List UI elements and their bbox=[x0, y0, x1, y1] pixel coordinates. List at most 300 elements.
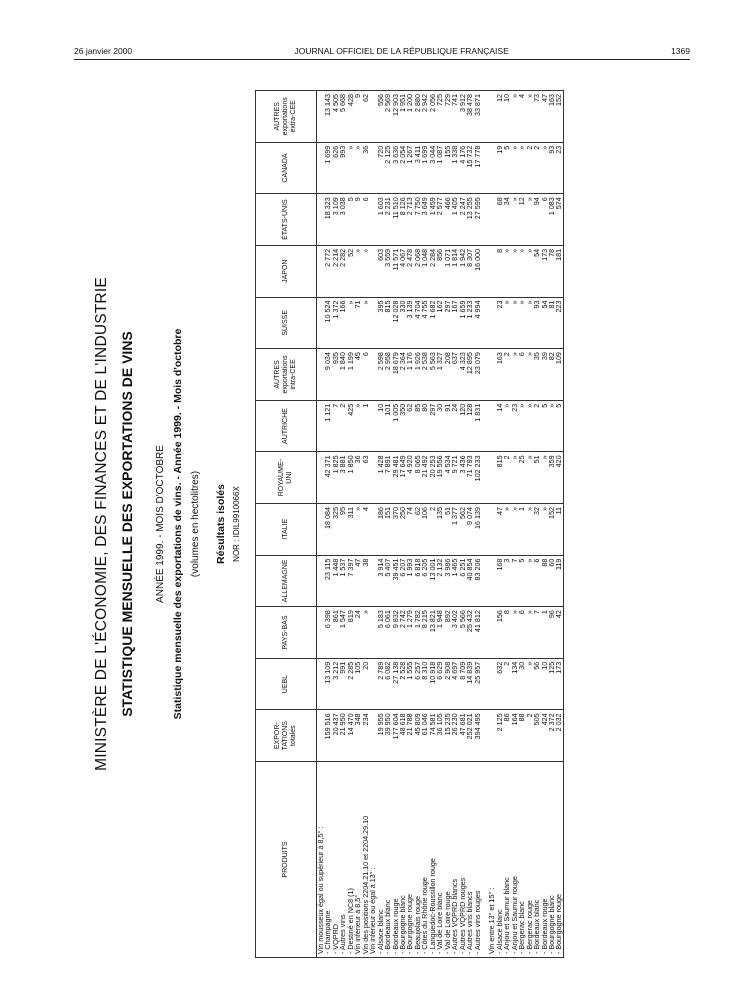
value-cell: » bbox=[347, 142, 354, 194]
value-cell: 637 bbox=[451, 349, 458, 401]
value-cell: 1 814 bbox=[451, 245, 458, 297]
value-cell: 1 942 bbox=[459, 245, 466, 297]
value-cell: 2 bbox=[503, 658, 510, 710]
value-cell: 370 bbox=[392, 503, 399, 555]
value-cell: 16 139 bbox=[474, 503, 481, 555]
value-cell: 4 704 bbox=[414, 297, 421, 349]
table-row bbox=[347, 91, 354, 958]
value-cell: 19 955 bbox=[377, 710, 384, 762]
value-cell: 4 755 bbox=[421, 297, 428, 349]
value-cell: 6 061 bbox=[384, 607, 391, 659]
value-cell: 1 083 bbox=[548, 194, 555, 246]
value-cell: 30 bbox=[436, 400, 443, 452]
value-cell bbox=[481, 349, 488, 401]
value-cell: 3 881 bbox=[339, 452, 346, 504]
value-cell: 350 bbox=[399, 400, 406, 452]
value-cell: 9 832 bbox=[392, 607, 399, 659]
product-cell: - Autres vins bbox=[339, 762, 346, 958]
header-journal: JOURNAL OFFICIEL DE LA RÉPUBLIQUE FRANÇAISE bbox=[294, 46, 509, 56]
product-cell: - Côtes du Rhône rouge bbox=[421, 762, 428, 958]
value-cell: 38 bbox=[362, 555, 369, 607]
value-cell: 6 bbox=[362, 194, 369, 246]
column-header: PAYS-BAS bbox=[256, 607, 317, 659]
value-cell: 63 bbox=[362, 452, 369, 504]
column-header: SUISSE bbox=[256, 297, 317, 349]
column-header: PRODUITS bbox=[256, 762, 317, 958]
value-cell: » bbox=[526, 400, 533, 452]
value-cell: 3 411 bbox=[414, 142, 421, 194]
value-cell: 1 459 bbox=[429, 194, 436, 246]
table-row bbox=[555, 91, 563, 958]
value-cell: » bbox=[511, 91, 518, 143]
value-cell: 155 bbox=[444, 142, 451, 194]
value-cell bbox=[488, 245, 495, 297]
value-cell: 85 bbox=[414, 400, 421, 452]
value-cell: 68 bbox=[496, 194, 503, 246]
product-cell: - Bourgogne blanc bbox=[399, 762, 406, 958]
table-row bbox=[421, 91, 428, 958]
value-cell: 1 279 bbox=[406, 607, 413, 659]
value-cell: 348 bbox=[354, 710, 361, 762]
value-cell: 3 bbox=[503, 555, 510, 607]
value-cell: 4 bbox=[362, 503, 369, 555]
value-cell: 73 bbox=[533, 91, 540, 143]
value-cell: » bbox=[511, 297, 518, 349]
table-row bbox=[362, 91, 369, 958]
value-cell: 6 bbox=[362, 349, 369, 401]
value-cell: 330 bbox=[399, 297, 406, 349]
value-cell: » bbox=[362, 245, 369, 297]
product-cell: - Languedoc-Roussillon rouge bbox=[429, 762, 436, 958]
value-cell: 3 986 bbox=[444, 555, 451, 607]
value-cell: 96 bbox=[548, 607, 555, 659]
value-cell: 297 bbox=[444, 297, 451, 349]
value-cell: 42 bbox=[555, 607, 563, 659]
value-cell: 8 307 bbox=[466, 245, 473, 297]
value-cell: 1 825 bbox=[332, 452, 339, 504]
column-header: JAPON bbox=[256, 245, 317, 297]
table-row bbox=[377, 91, 384, 958]
value-cell: 4 920 bbox=[406, 452, 413, 504]
value-cell bbox=[481, 297, 488, 349]
value-cell: » bbox=[511, 452, 518, 504]
value-cell: » bbox=[511, 503, 518, 555]
value-cell: 2 125 bbox=[384, 142, 391, 194]
header-rule bbox=[74, 59, 690, 60]
value-cell: 24 bbox=[451, 400, 458, 452]
value-cell: 993 bbox=[339, 142, 346, 194]
value-cell: » bbox=[503, 503, 510, 555]
value-cell: 186 bbox=[377, 503, 384, 555]
value-cell: 12 895 bbox=[466, 349, 473, 401]
value-cell: 395 bbox=[377, 297, 384, 349]
value-cell: 6 257 bbox=[414, 658, 421, 710]
value-cell: 5 668 bbox=[339, 91, 346, 143]
product-cell: Vin entre 13° et 15° : bbox=[488, 762, 495, 958]
value-cell: 23 bbox=[555, 142, 563, 194]
value-cell: 3 402 bbox=[451, 607, 458, 659]
value-cell: 12 bbox=[496, 91, 503, 143]
value-cell: 19 bbox=[496, 142, 503, 194]
value-cell: 1 233 bbox=[466, 297, 473, 349]
value-cell: 81 bbox=[548, 297, 555, 349]
table-row bbox=[451, 91, 458, 958]
value-cell: » bbox=[347, 297, 354, 349]
value-cell: 45 bbox=[354, 349, 361, 401]
product-cell: - Bordeaux blanc bbox=[384, 762, 391, 958]
column-header: ITALIE bbox=[256, 503, 317, 555]
value-cell: » bbox=[518, 142, 525, 194]
value-cell: 26 230 bbox=[451, 710, 458, 762]
value-cell: 6 bbox=[518, 349, 525, 401]
value-cell: » bbox=[541, 452, 548, 504]
value-cell: 6 251 bbox=[459, 555, 466, 607]
value-cell: 603 bbox=[377, 245, 384, 297]
value-cell: 819 bbox=[347, 607, 354, 659]
value-cell: 19 556 bbox=[436, 452, 443, 504]
value-cell: » bbox=[518, 400, 525, 452]
value-cell: 1 448 bbox=[332, 555, 339, 607]
value-cell: » bbox=[354, 142, 361, 194]
value-cell: 6 205 bbox=[421, 555, 428, 607]
table-row bbox=[533, 91, 540, 958]
value-cell: » bbox=[511, 245, 518, 297]
value-cell: 152 bbox=[548, 503, 555, 555]
value-cell: 6 207 bbox=[399, 555, 406, 607]
value-cell: 102 233 bbox=[474, 452, 481, 504]
column-header: AUTRES exportations extra-CEE bbox=[256, 91, 317, 143]
statistic-title: STATISTIQUE MENSUELLE DES EXPORTATIONS DE VINS bbox=[119, 331, 135, 717]
value-cell: 88 bbox=[518, 710, 525, 762]
product-cell: Vin inférieur à 8,5° bbox=[354, 762, 361, 958]
product-cell: - Alsace blanc bbox=[496, 762, 503, 958]
value-cell: 62 bbox=[406, 400, 413, 452]
value-cell: 1 850 bbox=[347, 452, 354, 504]
value-cell: 4 534 bbox=[444, 452, 451, 504]
value-cell: 47 bbox=[541, 91, 548, 143]
value-cell: 4 176 bbox=[459, 142, 466, 194]
value-cell: 40 854 bbox=[466, 555, 473, 607]
value-cell: 2 214 bbox=[332, 245, 339, 297]
value-cell: 1 840 bbox=[339, 349, 346, 401]
value-cell: 325 bbox=[332, 503, 339, 555]
value-cell: 167 bbox=[451, 297, 458, 349]
table-row bbox=[399, 91, 406, 958]
value-cell: 424 bbox=[541, 710, 548, 762]
value-cell: 6 bbox=[541, 194, 548, 246]
value-cell: 39 451 bbox=[392, 555, 399, 607]
value-cell: 1 993 bbox=[406, 555, 413, 607]
units-note: (volumes en hectolitres) bbox=[190, 470, 201, 578]
value-cell bbox=[481, 555, 488, 607]
value-cell: 91 bbox=[444, 400, 451, 452]
value-cell: 4 994 bbox=[474, 297, 481, 349]
value-cell: » bbox=[541, 503, 548, 555]
value-cell: 2 054 bbox=[399, 142, 406, 194]
value-cell bbox=[481, 142, 488, 194]
value-cell: 297 bbox=[429, 400, 436, 452]
value-cell: 1 048 bbox=[421, 245, 428, 297]
title-block bbox=[75, 90, 255, 958]
value-cell: 1 699 bbox=[324, 142, 331, 194]
value-cell: 32 bbox=[533, 503, 540, 555]
value-cell: 2 285 bbox=[347, 658, 354, 710]
value-cell: 20 253 bbox=[429, 452, 436, 504]
value-cell: 25 432 bbox=[466, 607, 473, 659]
value-cell: » bbox=[526, 607, 533, 659]
value-cell: 6 bbox=[533, 555, 540, 607]
value-cell: » bbox=[518, 245, 525, 297]
column-header: AUTRICHE bbox=[256, 400, 317, 452]
table-row bbox=[474, 91, 481, 958]
value-cell: 1 555 bbox=[406, 658, 413, 710]
value-cell: 2 958 bbox=[384, 349, 391, 401]
table-row bbox=[488, 91, 495, 958]
value-cell: 2 247 bbox=[459, 194, 466, 246]
value-cell: 152 bbox=[555, 91, 563, 143]
value-cell: 11 510 bbox=[392, 194, 399, 246]
value-cell: 2 577 bbox=[436, 194, 443, 246]
value-cell: » bbox=[541, 142, 548, 194]
value-cell: 11 bbox=[555, 503, 563, 555]
value-cell: 7 bbox=[332, 400, 339, 452]
value-cell: 3 139 bbox=[406, 297, 413, 349]
value-cell: 181 bbox=[555, 245, 563, 297]
value-cell: 1 327 bbox=[436, 349, 443, 401]
value-cell: 935 bbox=[332, 349, 339, 401]
table-row bbox=[429, 91, 436, 958]
product-cell: - Bordeaux rouge bbox=[541, 762, 548, 958]
value-cell: 18 323 bbox=[324, 194, 331, 246]
value-cell: » bbox=[354, 400, 361, 452]
value-cell: 39 bbox=[541, 349, 548, 401]
value-cell: 56 bbox=[533, 658, 540, 710]
value-cell: 128 bbox=[466, 400, 473, 452]
value-cell: 173 bbox=[555, 658, 563, 710]
value-cell: 52 bbox=[347, 245, 354, 297]
value-cell: 120 bbox=[459, 400, 466, 452]
product-cell: - Autres vins rouges bbox=[474, 762, 481, 958]
column-header: ROYAUME-UNI bbox=[256, 452, 317, 504]
value-cell: 856 bbox=[436, 245, 443, 297]
value-cell: 13 255 bbox=[466, 194, 473, 246]
value-cell: 420 bbox=[555, 452, 563, 504]
column-header: ÉTATS-UNIS bbox=[256, 194, 317, 246]
value-cell: 2 742 bbox=[399, 607, 406, 659]
value-cell: 80 bbox=[421, 400, 428, 452]
value-cell: 93 bbox=[533, 297, 540, 349]
value-cell: 21 788 bbox=[406, 710, 413, 762]
value-cell: 1 948 bbox=[436, 607, 443, 659]
value-cell: 94 bbox=[533, 194, 540, 246]
value-cell: 156 bbox=[496, 607, 503, 659]
value-cell: 2 942 bbox=[421, 91, 428, 143]
value-cell: 1 bbox=[362, 400, 369, 452]
value-cell: 10 524 bbox=[324, 297, 331, 349]
product-cell: - VQPRD bbox=[332, 762, 339, 958]
value-cell: 10 bbox=[541, 658, 548, 710]
value-cell bbox=[481, 658, 488, 710]
value-cell: 93 bbox=[548, 142, 555, 194]
value-cell: 20 bbox=[362, 658, 369, 710]
value-cell: 2 056 bbox=[429, 91, 436, 143]
value-cell: 78 bbox=[548, 245, 555, 297]
value-cell: 8 310 bbox=[421, 658, 428, 710]
value-cell: 9 074 bbox=[466, 503, 473, 555]
value-cell: 8 bbox=[503, 607, 510, 659]
value-cell: » bbox=[526, 245, 533, 297]
value-cell: 1 372 bbox=[332, 297, 339, 349]
value-cell: 8 126 bbox=[399, 194, 406, 246]
value-cell: 1 377 bbox=[451, 503, 458, 555]
value-cell: 135 bbox=[436, 503, 443, 555]
value-cell: 7 bbox=[533, 607, 540, 659]
value-cell: 13 001 bbox=[429, 555, 436, 607]
value-cell: 14 839 bbox=[466, 658, 473, 710]
table-row bbox=[436, 91, 443, 958]
value-cell: 166 bbox=[339, 297, 346, 349]
value-cell: 6 398 bbox=[324, 607, 331, 659]
value-cell: 2 132 bbox=[436, 555, 443, 607]
value-cell: 2 364 bbox=[399, 349, 406, 401]
value-cell: 861 bbox=[332, 607, 339, 659]
value-cell: » bbox=[526, 503, 533, 555]
value-cell: 16 000 bbox=[474, 245, 481, 297]
value-cell: 125 bbox=[548, 658, 555, 710]
value-cell: 2 125 bbox=[496, 710, 503, 762]
value-cell bbox=[481, 400, 488, 452]
value-cell: 9 034 bbox=[324, 349, 331, 401]
value-cell: 119 bbox=[555, 555, 563, 607]
value-cell: » bbox=[511, 142, 518, 194]
value-cell: 71 793 bbox=[466, 452, 473, 504]
value-cell: » bbox=[526, 91, 533, 143]
value-cell: 2 bbox=[526, 142, 533, 194]
product-cell: - Bourgogne blanc bbox=[548, 762, 555, 958]
value-cell: 208 bbox=[444, 349, 451, 401]
value-cell: 2 598 bbox=[377, 349, 384, 401]
exports-table bbox=[255, 90, 564, 958]
value-cell: 1 267 bbox=[406, 142, 413, 194]
value-cell: 109 bbox=[555, 349, 563, 401]
value-cell: 311 bbox=[347, 503, 354, 555]
value-cell: 159 516 bbox=[324, 710, 331, 762]
header-date: 26 janvier 2000 bbox=[74, 46, 133, 56]
value-cell: 8 bbox=[496, 245, 503, 297]
value-cell: 163 bbox=[548, 91, 555, 143]
value-cell: 2 528 bbox=[399, 658, 406, 710]
value-cell: 17 649 bbox=[399, 452, 406, 504]
value-cell: 27 595 bbox=[474, 194, 481, 246]
value-cell: 33 871 bbox=[474, 91, 481, 143]
product-cell: - Bergerac rouge bbox=[526, 762, 533, 958]
value-cell: 151 bbox=[384, 503, 391, 555]
value-cell: 71 bbox=[354, 297, 361, 349]
table-row bbox=[526, 91, 533, 958]
product-cell: - Bourgogne rouge bbox=[406, 762, 413, 958]
value-cell: 54 bbox=[533, 245, 540, 297]
value-cell: 11 571 bbox=[392, 245, 399, 297]
value-cell: 394 495 bbox=[474, 710, 481, 762]
table-row bbox=[511, 91, 518, 958]
value-cell: 47 bbox=[496, 503, 503, 555]
value-cell: 720 bbox=[377, 142, 384, 194]
value-cell: 30 bbox=[518, 658, 525, 710]
value-cell: 5 bbox=[347, 194, 354, 246]
value-cell: 2 bbox=[533, 142, 540, 194]
value-cell: 47 681 bbox=[459, 710, 466, 762]
value-cell: 86 bbox=[503, 710, 510, 762]
value-cell: » bbox=[526, 555, 533, 607]
table-header-row bbox=[256, 91, 317, 958]
value-cell: 6 818 bbox=[414, 555, 421, 607]
value-cell: 2 789 bbox=[377, 658, 384, 710]
value-cell: 13 143 bbox=[324, 91, 331, 143]
value-cell: 991 bbox=[339, 658, 346, 710]
value-cell: 4 323 bbox=[459, 349, 466, 401]
value-cell: 5 bbox=[518, 555, 525, 607]
value-cell: 82 bbox=[548, 349, 555, 401]
product-cell: - Beaujolais rouge bbox=[414, 762, 421, 958]
value-cell: 34 bbox=[503, 194, 510, 246]
table-row bbox=[332, 91, 339, 958]
value-cell: 574 bbox=[555, 194, 563, 246]
value-cell: » bbox=[354, 503, 361, 555]
value-cell: 3 436 bbox=[459, 452, 466, 504]
value-cell: 18 084 bbox=[324, 503, 331, 555]
value-cell: 21 950 bbox=[339, 710, 346, 762]
value-cell: » bbox=[503, 297, 510, 349]
value-cell: 39 950 bbox=[384, 710, 391, 762]
value-cell: 23 079 bbox=[474, 349, 481, 401]
subtitle: Statistique mensuelle des exportations de vins. - Année 1999. - Mois d'octobre bbox=[172, 328, 184, 720]
value-cell: » bbox=[548, 400, 555, 452]
value-cell: 5 407 bbox=[384, 555, 391, 607]
value-cell: 7 397 bbox=[347, 555, 354, 607]
value-cell: » bbox=[511, 349, 518, 401]
product-cell: - Bordeaux blanc bbox=[533, 762, 540, 958]
value-cell: 632 bbox=[496, 658, 503, 710]
value-cell: 20 437 bbox=[332, 710, 339, 762]
value-cell: 51 bbox=[444, 503, 451, 555]
year-month: ANNÉE 1999. - MOIS D'OCTOBRE bbox=[155, 445, 166, 603]
value-cell: 359 bbox=[548, 452, 555, 504]
value-cell: 1 405 bbox=[451, 194, 458, 246]
product-cell: - Bordeaux rouge bbox=[392, 762, 399, 958]
value-cell: 23 bbox=[511, 400, 518, 452]
value-cell: 7 bbox=[511, 555, 518, 607]
value-cell: 815 bbox=[384, 297, 391, 349]
value-cell: 2 231 bbox=[384, 194, 391, 246]
value-cell: 5 bbox=[541, 400, 548, 452]
column-header: CANADA bbox=[256, 142, 317, 194]
value-cell: 1 428 bbox=[377, 452, 384, 504]
value-cell: 725 bbox=[436, 91, 443, 143]
value-cell: 4 505 bbox=[332, 91, 339, 143]
value-cell: 6 bbox=[518, 607, 525, 659]
value-cell: 61 046 bbox=[421, 710, 428, 762]
value-cell: » bbox=[354, 245, 361, 297]
table-row bbox=[392, 91, 399, 958]
value-cell: 9 721 bbox=[451, 452, 458, 504]
value-cell: 729 bbox=[444, 91, 451, 143]
value-cell: 1 699 bbox=[421, 142, 428, 194]
table-row bbox=[324, 91, 331, 958]
section-title: Résultats isolés bbox=[215, 484, 227, 564]
value-cell: 47 bbox=[354, 555, 361, 607]
value-cell: » bbox=[526, 349, 533, 401]
product-cell: - Val de Loire blanc bbox=[436, 762, 443, 958]
